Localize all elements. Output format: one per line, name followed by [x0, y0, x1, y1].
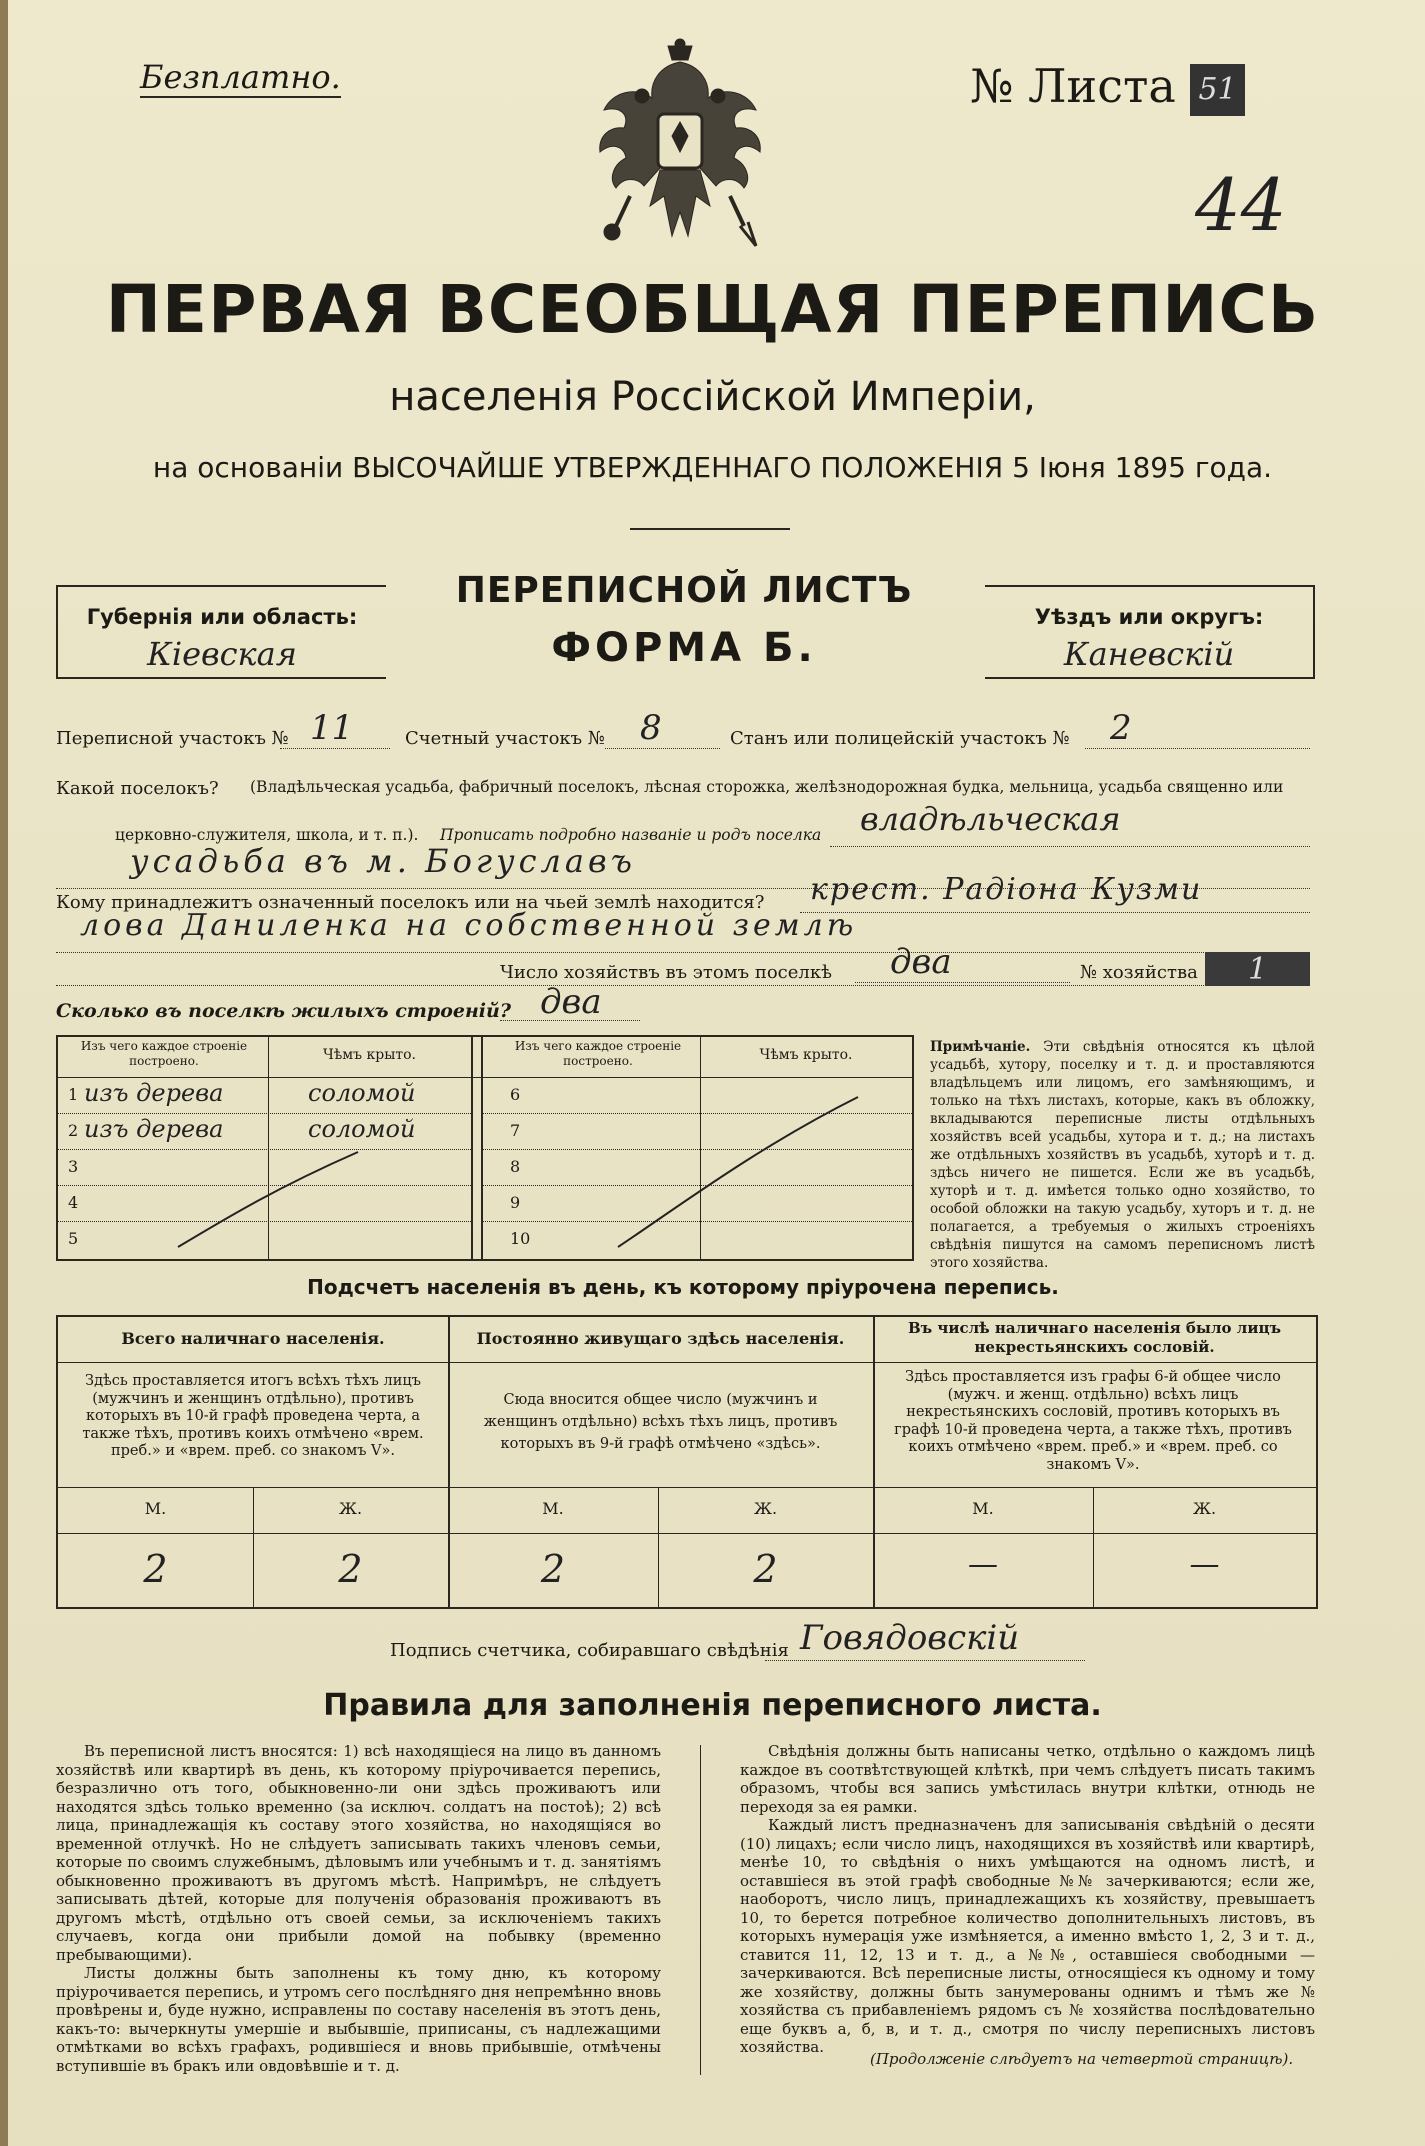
- total-population-text: Здѣсь проставляется итогъ всѣхъ тѣхъ лицъ (мужчинъ и женщинъ отдѣльно), противъ которыхъ въ 10-й графѣ проведена черта, а также тѣхъ, противъ коихъ отмѣчено «врем. преб.» и «врем. преб. со знакомъ V».: [82, 1373, 424, 1459]
- rules-paragraph: Свѣдѣнія должны быть написаны четко, отдѣльно о каждомъ лицѣ каждое въ соотвѣтствующей клѣткѣ, при чемъ слѣдуетъ писать такимъ образомъ, чтобы вся запись умѣстилась внутри клѣтки, отнюдь не переходя за ея рамки.: [740, 1742, 1315, 1816]
- signature-line: [765, 1660, 1085, 1661]
- owner-line-3: [56, 985, 1310, 986]
- non-peasant-title: Въ числѣ наличнаго населенія было лицъ некрестьянскихъ сословій.: [907, 1319, 1282, 1356]
- legal-basis: на основаніи ВЫСОЧАЙШЕ УТВЕРЖДЕННАГО ПОЛОЖЕНІЯ 5 Іюня 1895 года.: [152, 451, 1273, 484]
- building-roof: соломой: [308, 1115, 416, 1143]
- free-label: Безплатно.: [140, 58, 341, 96]
- province-value: Кіевская: [147, 635, 297, 673]
- total-female-count: 2: [338, 1547, 363, 1591]
- row-number: 2: [68, 1121, 79, 1140]
- male-label: М.: [542, 1499, 564, 1518]
- owner-line-1: [800, 912, 1310, 913]
- roof-header-left: Чѣмъ крыто.: [323, 1047, 416, 1063]
- non-peasant-male-count: —: [968, 1547, 998, 1582]
- province-box: [56, 585, 386, 679]
- cross-out-strokes: [58, 1037, 912, 1259]
- settlement-value-1: владѣльческая: [860, 800, 1121, 838]
- district-value: Каневскій: [1063, 635, 1235, 673]
- census-area-line: [280, 748, 390, 749]
- rules-continue-note: (Продолженіе слѣдуетъ на четвертой страницѣ).: [870, 2050, 1294, 2068]
- rules-paragraph: Въ переписной листъ вносятся: 1) всѣ находящіеся на лицо въ данномъ хозяйствѣ или квартирѣ въ день, къ которому пріурочивается перепись, безразлично отъ того, обыкновенно-ли они здѣсь проживаютъ или находятся здѣсь только временно (за исключ. солдатъ на постоѣ); 2) всѣ лица, принадлежащія къ составу этого хозяйства, но находящіяся во временной отлучкѣ. Но не слѣдуетъ записывать такихъ членовъ семьи, которые по своимъ служебнымъ, дѣловымъ или учебнымъ и т. д. занятіямъ обыкновенно проживаютъ въ другомъ мѣстѣ. Напримѣръ, не слѣдуетъ записывать дѣтей, которые для полученія образованія проживаютъ въ другомъ мѣстѣ, отдѣльно отъ своей семьи, за исключеніемъ такихъ случаевъ, когда они прибыли домой на побывку (временно пребывающими).: [56, 1742, 661, 1964]
- non-peasant-female-count: —: [1189, 1547, 1220, 1582]
- count-area-line: [605, 748, 720, 749]
- signature-value: Говядовскій: [800, 1618, 1020, 1658]
- census-area-label: Переписной участокъ №: [56, 728, 289, 749]
- rules-left-column: [56, 1742, 661, 2075]
- household-no-label: № хозяйства: [1080, 962, 1198, 983]
- remark-title: Примѣчаніе.: [930, 1039, 1031, 1055]
- total-population-title: Всего наличнаго населенія.: [121, 1329, 385, 1348]
- owner-value-2: лова Даниленка на собственной землѣ: [80, 908, 858, 943]
- main-title: ПЕРВАЯ ВСЕОБЩАЯ ПЕРЕПИСЬ: [105, 271, 1320, 348]
- settlement-hint-cont: церковно-служителя, школа, и т. п.).: [115, 826, 419, 844]
- settlement-question: Какой поселокъ?: [56, 778, 219, 799]
- police-area-value: 2: [1110, 708, 1132, 748]
- row-number: 4: [68, 1193, 79, 1212]
- male-label: М.: [972, 1499, 994, 1518]
- imperial-eagle-emblem: [590, 36, 770, 276]
- permanent-population-title: Постоянно живущаго здѣсь населенія.: [476, 1329, 845, 1348]
- households-label: Число хозяйствъ въ этомъ поселкѣ: [500, 962, 832, 983]
- households-line: [855, 982, 1070, 983]
- province-label: Губернія или область:: [86, 605, 358, 629]
- households-value: два: [890, 942, 952, 982]
- non-peasant-text: Здѣсь проставляется изъ графы 6-й общее число (мужч. и женщ. отдѣльно) всѣхъ лицъ некрестьянскихъ сословій, противъ которыхъ въ графѣ 10-й проведена черта, а также тѣхъ, противъ коихъ отмѣчено «врем. преб.» и «врем. преб. со знакомъ V».: [894, 1369, 1292, 1473]
- settlement-hint-italic: Прописать подробно названіе и родъ поселка: [440, 826, 822, 844]
- settlement-line-1: [830, 846, 1310, 847]
- subtitle: населенія Россійской Имперіи,: [389, 374, 1036, 420]
- signature-label: Подпись счетчика, собиравшаго свѣдѣнія: [390, 1640, 789, 1661]
- female-label: Ж.: [1192, 1499, 1217, 1518]
- row-number: 1: [68, 1085, 79, 1104]
- count-area-label: Счетный участокъ №: [405, 728, 605, 749]
- permanent-population-text: Сюда вносится общее число (мужчинъ и женщинъ отдѣльно) всѣхъ тѣхъ лицъ, противъ которыхъ въ 9-й графѣ отмѣчено «здѣсь».: [483, 1392, 838, 1452]
- sheet-number: 51: [1190, 64, 1244, 116]
- household-no-value: 1: [1205, 952, 1310, 986]
- district-label: Уѣздъ или округъ:: [1034, 605, 1264, 629]
- population-table: [56, 1315, 1318, 1609]
- police-area-line: [1085, 748, 1310, 749]
- male-label: М.: [144, 1499, 167, 1518]
- owner-question: Кому принадлежитъ означенный поселокъ или на чьей землѣ находится?: [56, 892, 765, 913]
- district-box: [985, 585, 1315, 679]
- rules-right-column: [740, 1742, 1315, 2057]
- handwritten-sheet-number: 44: [1195, 163, 1287, 247]
- rules-column-divider: [700, 1745, 701, 2075]
- census-area-value: 11: [310, 708, 354, 748]
- material-header-left: Изъ чего каждое строеніе построено.: [80, 1039, 248, 1068]
- rules-title: Правила для заполненія переписного листа.: [323, 1688, 1102, 1723]
- form-title: ПЕРЕПИСНОЙ ЛИСТЪ: [455, 570, 913, 611]
- roof-header-right: Чѣмъ крыто.: [759, 1047, 853, 1063]
- permanent-female-count: 2: [753, 1547, 778, 1591]
- owner-line-2: [56, 952, 1310, 953]
- row-number: 6: [510, 1085, 521, 1104]
- rules-paragraph: Каждый листъ предназначенъ для записыванія свѣдѣній о десяти (10) лицахъ; если число лицъ, находящихся въ хозяйствѣ или квартирѣ, менѣе 10, то свѣдѣнія о нихъ умѣщаются на одномъ листѣ, и оставшіеся въ этой графѣ свободные №№ зачеркиваются; если же, наоборотъ, число лицъ, принадлежащихъ къ хозяйству, превышаетъ 10, то берется потребное количество дополнительныхъ листовъ, въ которыхъ нумерація уже измѣняется, а именно вмѣсто 1, 2, 3 и т. д., ставится 11, 12, 13 и т. д., а №№, оставшіеся свободными — зачеркиваются. Всѣ переписные листы, относящіеся къ одному и тому же хозяйству, должны быть занумерованы однимъ и тѣмъ же № хозяйства съ прибавленіемъ рядомъ съ № хозяйства послѣдовательно еще буквъ а, б, в, и т. д., смотря по числу переписныхъ листовъ хозяйства.: [740, 1816, 1315, 2056]
- row-number: 7: [510, 1121, 521, 1140]
- row-number: 5: [68, 1229, 79, 1248]
- count-area-value: 8: [640, 708, 662, 748]
- buildings-table: [56, 1035, 914, 1261]
- row-number: 3: [68, 1157, 79, 1176]
- sheet-number-label: [970, 60, 1245, 116]
- settlement-hint: (Владѣльческая усадьба, фабричный поселокъ, лѣсная сторожка, желѣзнодорожная будка, мельница, усадьба священно или: [250, 778, 1284, 796]
- row-number: 8: [510, 1157, 521, 1176]
- form-type: ФОРМА Б.: [551, 625, 817, 671]
- row-number: 10: [510, 1229, 531, 1248]
- buildings-value: два: [540, 982, 602, 1022]
- material-header-right: Изъ чего каждое строеніе построено.: [514, 1039, 682, 1068]
- owner-value-1: крест. Радіона Кузми: [810, 872, 1203, 907]
- police-area-label: Станъ или полицейскій участокъ №: [730, 728, 1070, 749]
- buildings-question: Сколько въ поселкѣ жилыхъ строеній?: [56, 1000, 511, 1022]
- rules-paragraph: Листы должны быть заполнены къ тому дню, къ которому пріурочивается перепись, и утромъ сего послѣдняго дня непремѣнно вновь провѣрены и, буде нужно, исправлены по составу населенія въ этотъ день, какъ-то: вычеркнуты умершіе и выбывшіе, приписаны, съ надлежащими отмѣтками во всѣхъ графахъ, родившіеся и вновь прибывшіе, отмѣчены вступившіе въ бракъ или овдовѣвшіе и т. д.: [56, 1964, 661, 2075]
- building-roof: соломой: [308, 1079, 416, 1107]
- building-material: изъ дерева: [84, 1115, 224, 1143]
- population-title: Подсчетъ населенія въ день, къ которому пріурочена перепись.: [307, 1275, 1059, 1299]
- row-number: 9: [510, 1193, 521, 1212]
- title-divider: [630, 528, 790, 530]
- remark-note: [930, 1038, 1315, 1272]
- permanent-male-count: 2: [540, 1547, 566, 1591]
- female-label: Ж.: [338, 1499, 363, 1518]
- total-male-count: 2: [143, 1547, 168, 1591]
- building-material: изъ дерева: [84, 1079, 224, 1107]
- female-label: Ж.: [753, 1499, 778, 1518]
- sheet-label: № Листа: [970, 59, 1176, 113]
- buildings-line: [500, 1020, 640, 1021]
- remark-text: Эти свѣдѣнія относятся къ цѣлой усадьбѣ, хутору, поселку и т. д. и проставляются владѣльцемъ или лицомъ, его замѣняющимъ, и только на тѣхъ листахъ, которые, какъ въ обложку, вкладываются переписные листы отдѣльныхъ хозяйствъ всей усадьбы, хутора и т. д.; на листахъ же отдѣльныхъ хозяйствъ въ усадьбѣ, хуторѣ и т. д. здѣсь ничего не пишется. Если же въ усадьбѣ, хуторѣ и т. д. имѣется только одно хозяйство, то особой обложки на такую усадьбу, хуторъ и т. д. не полагается, а требуемыя о жилыхъ строеніяхъ свѣдѣнія пишутся на самомъ переписномъ листѣ этого хозяйства.: [930, 1039, 1315, 1271]
- settlement-value-2: усадьба въ м. Богуславъ: [130, 842, 636, 880]
